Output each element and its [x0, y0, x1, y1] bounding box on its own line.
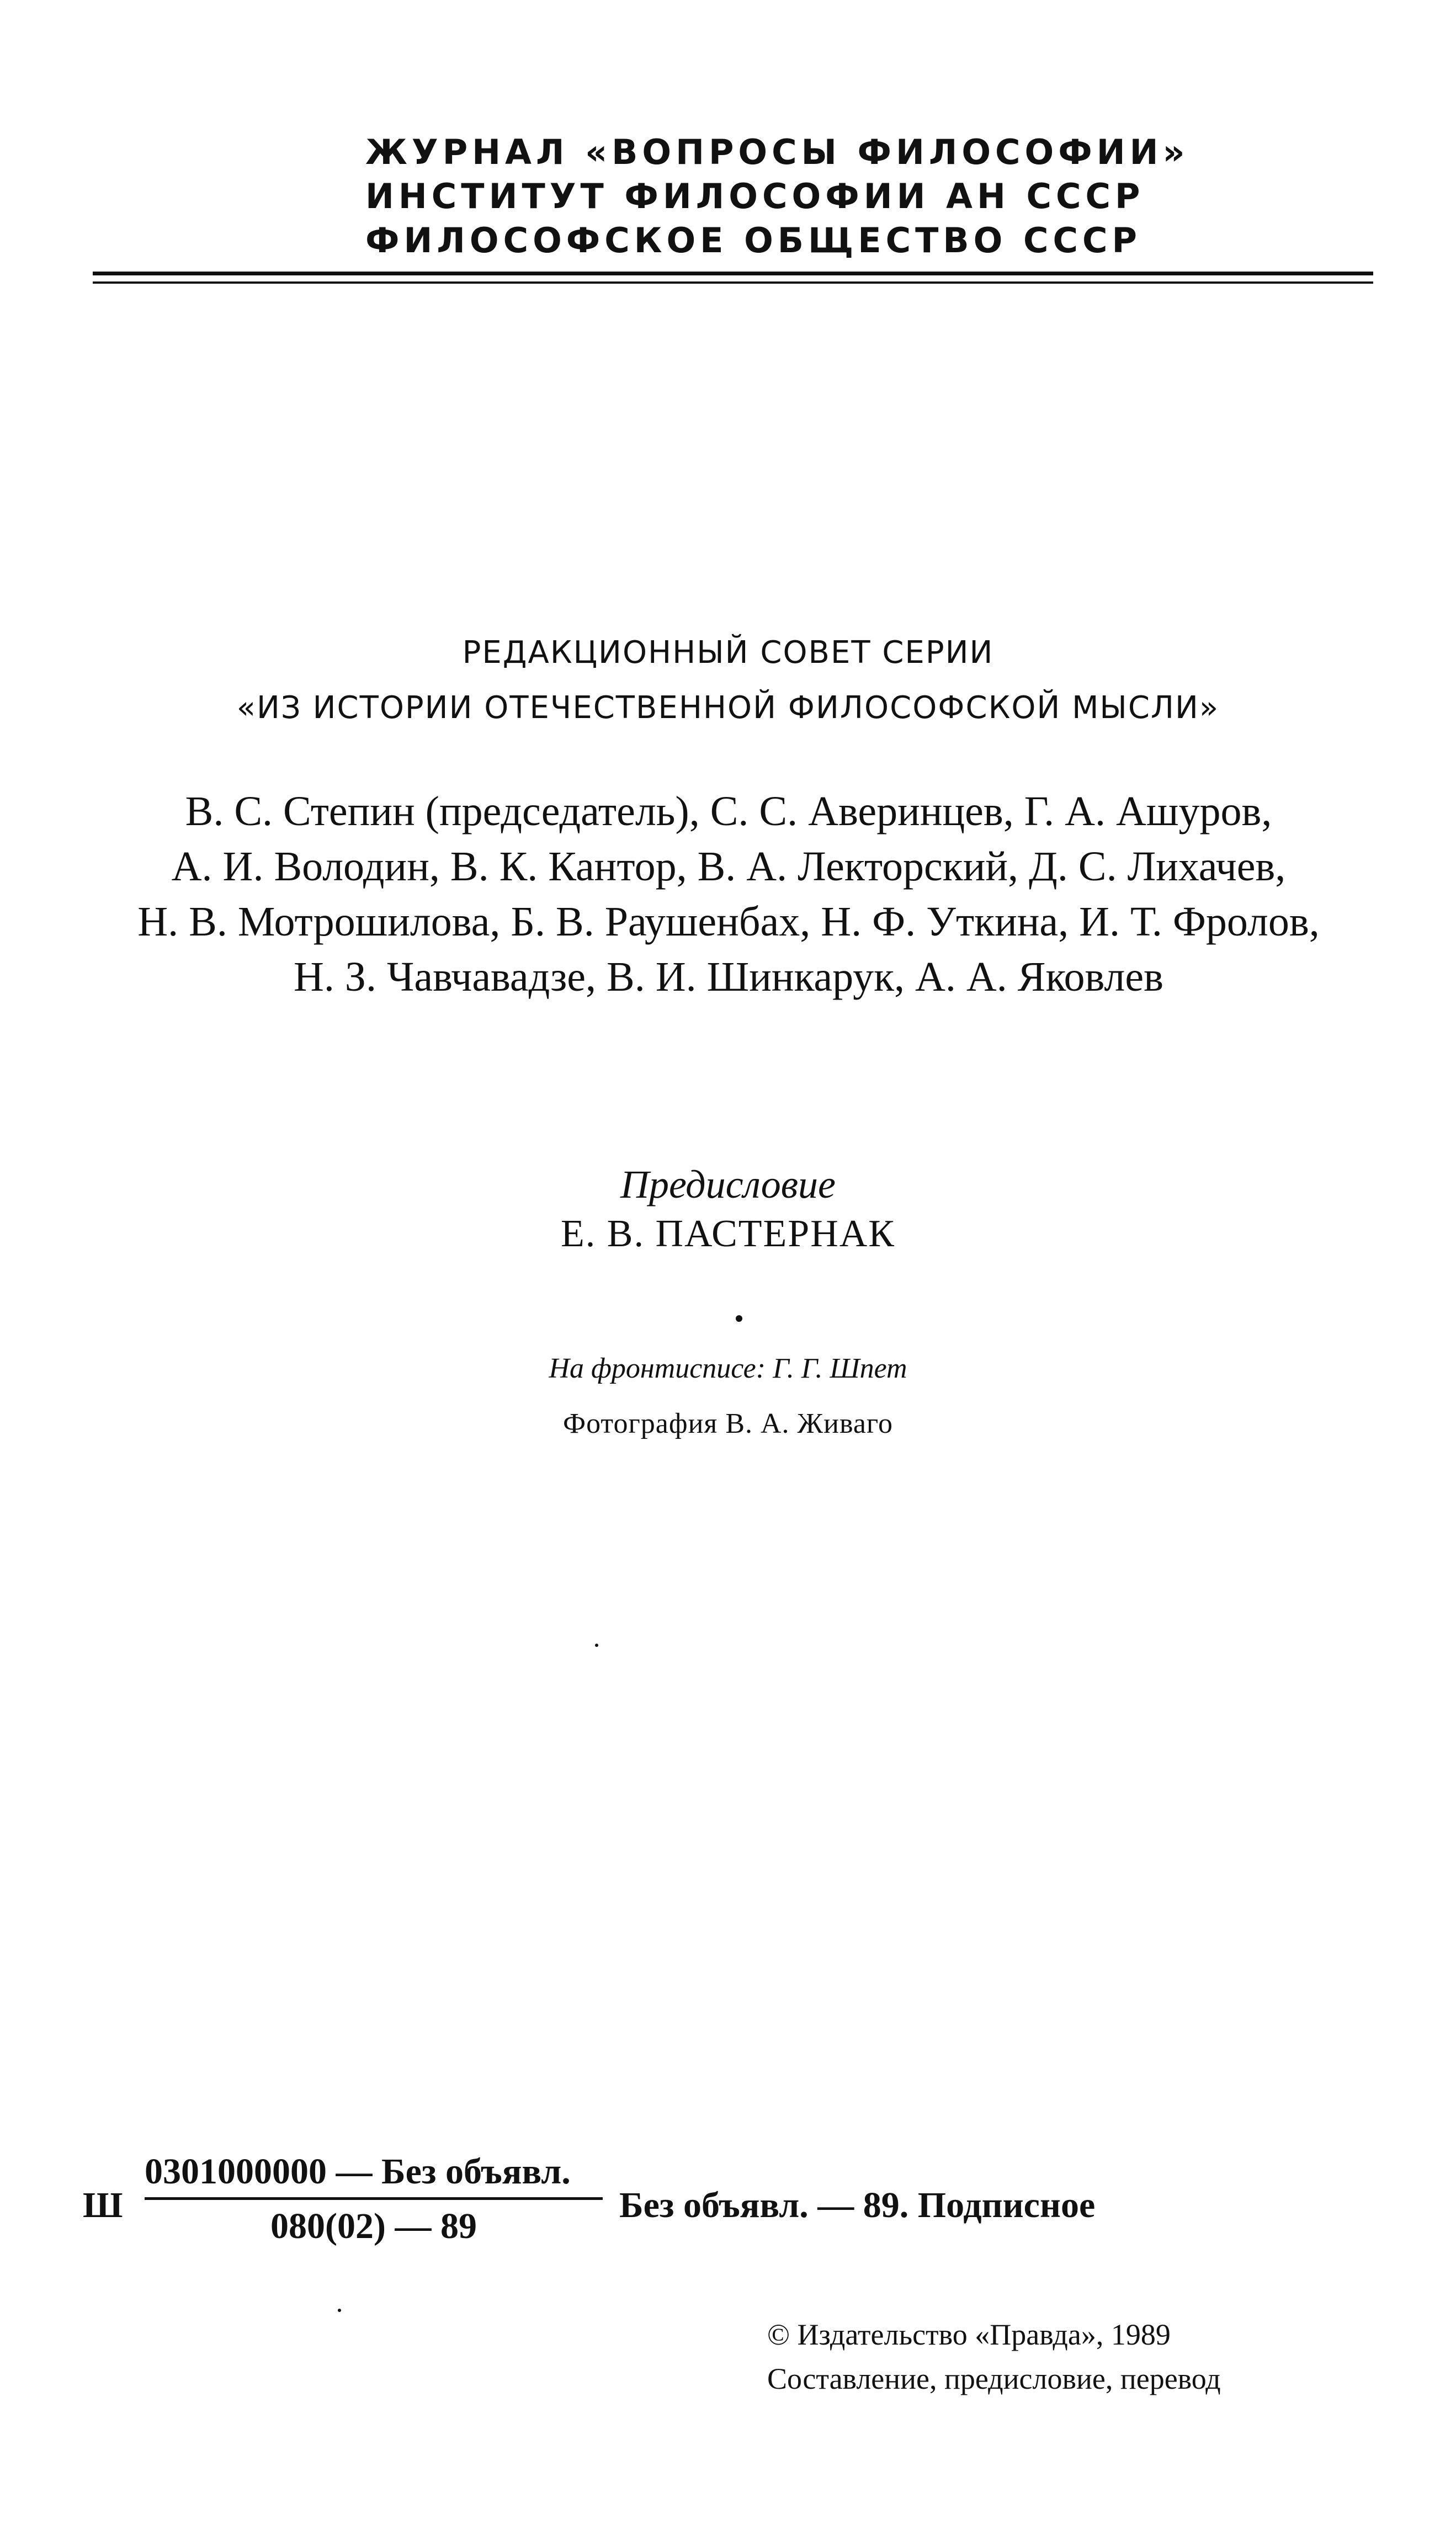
classification-suffix: Без объявл. — 89. Подписное — [619, 2185, 1096, 2225]
preface-author: Е. В. ПАСТЕРНАК — [561, 1213, 895, 1255]
member-line: Н. З. Чавчавадзе, В. И. Шинкарук, А. А. Яковлев — [294, 954, 1163, 1000]
classification-numerator: 0301000000 — Без объявл. — [145, 2151, 571, 2192]
fraction-bar — [145, 2197, 603, 2200]
ornament-dot — [736, 1315, 742, 1322]
member-line: В. С. Степин (председатель), С. С. Аверинцев, Г. А. Ашуров, — [185, 788, 1272, 835]
copyright-scope: Составление, предисловие, перевод — [767, 2362, 1221, 2395]
header-rule-thick — [93, 272, 1373, 275]
classification-letter: Ш — [83, 2185, 123, 2225]
header-society: ФИЛОСОФСКОЕ ОБЩЕСТВО СССР — [365, 220, 1141, 261]
publisher-header — [365, 130, 1193, 263]
classification-denominator: 080(02) — 89 — [270, 2206, 477, 2246]
frontispiece-caption: На фронтисписе: Г. Г. Шпет — [549, 1353, 907, 1384]
header-institute: ИНСТИТУТ ФИЛОСОФИИ АН СССР — [365, 176, 1145, 216]
header-rule-thin — [93, 281, 1373, 284]
print-speck — [595, 1644, 598, 1647]
copyright-block — [767, 2313, 1221, 2401]
photo-credit: Фотография В. А. Живаго — [563, 1408, 893, 1439]
classification-fraction — [145, 2150, 603, 2249]
copyright-publisher: © Издательство «Правда», 1989 — [767, 2318, 1171, 2351]
member-line: А. И. Володин, В. К. Кантор, В. А. Лекторский, Д. С. Лихачев, — [171, 843, 1286, 890]
series-title: «ИЗ ИСТОРИИ ОТЕЧЕСТВЕННОЙ ФИЛОСОФСКОЙ МЫСЛИ» — [236, 690, 1220, 726]
council-title: РЕДАКЦИОННЫЙ СОВЕТ СЕРИИ — [462, 635, 994, 671]
header-journal: ЖУРНАЛ «ВОПРОСЫ ФИЛОСОФИИ» — [365, 132, 1189, 172]
council-members — [83, 784, 1374, 1004]
print-speck — [338, 2309, 341, 2312]
preface-label: Предисловие — [620, 1162, 836, 1206]
member-line: Н. В. Мотрошилова, Б. В. Раушенбах, Н. Ф. Уткина, И. Т. Фролов, — [137, 899, 1320, 945]
